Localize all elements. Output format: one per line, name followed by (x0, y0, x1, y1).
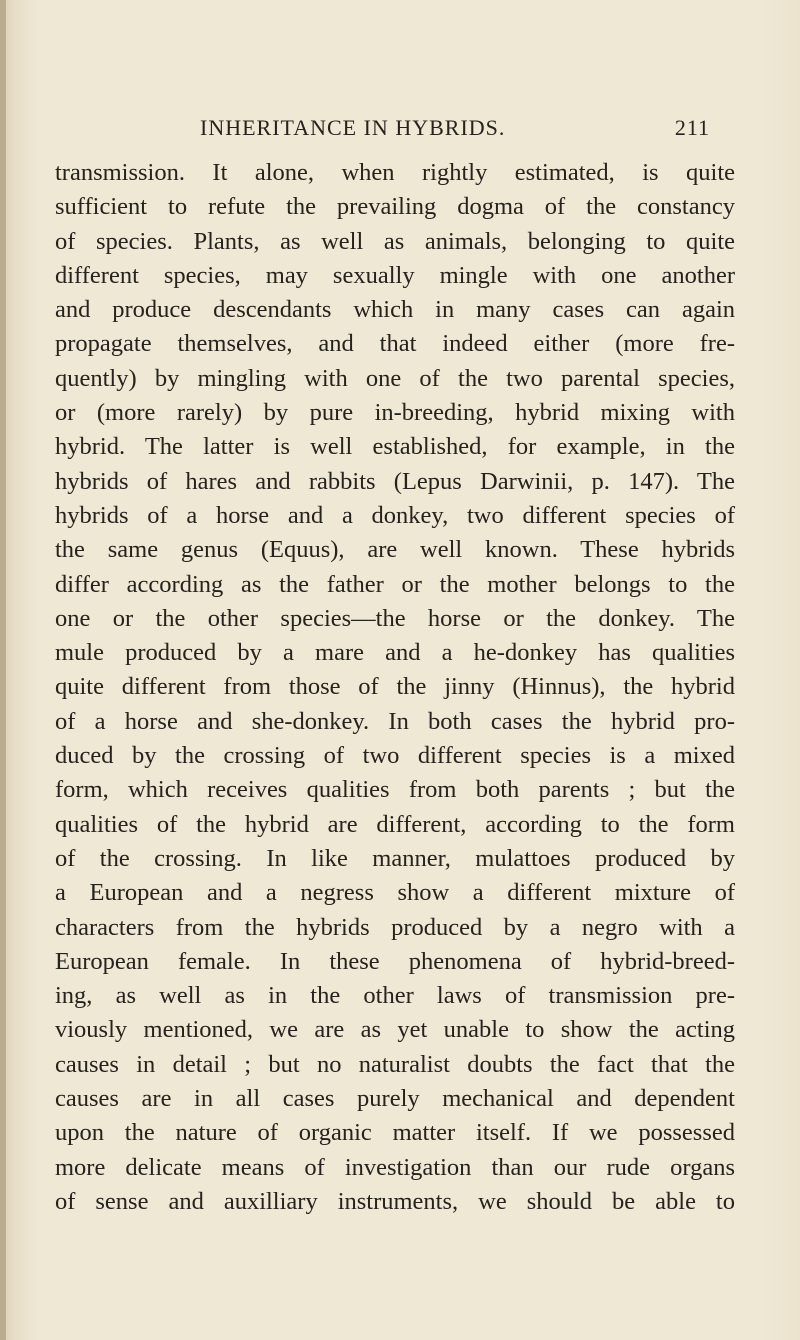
text-line: causes are in all cases purely mechanical and dependent (55, 1085, 735, 1113)
text-line: causes in detail ; but no naturalist doubts the fact that the (55, 1050, 735, 1078)
body-text (55, 156, 735, 1219)
text-line: hybrids of hares and rabbits (Lepus Darwinii, p. 147). The (55, 467, 735, 495)
text-line: of a horse and she-donkey. In both cases the hybrid pro- (55, 707, 735, 735)
text-line: the same genus (Equus), are well known. These hybrids (55, 536, 735, 564)
text-line: mule produced by a mare and a he-donkey has qualities (55, 639, 735, 667)
text-line: characters from the hybrids produced by a negro with a (55, 913, 735, 941)
text-line: of species. Plants, as well as animals, belonging to quite (55, 227, 735, 255)
text-line: duced by the crossing of two different species is a mixed (55, 742, 735, 770)
text-line: upon the nature of organic matter itself. If we possessed (55, 1119, 735, 1147)
text-line: sufficient to refute the prevailing dogma of the constancy (55, 193, 735, 221)
text-line: quently) by mingling with one of the two parental species, (55, 364, 735, 392)
page-gutter (0, 0, 6, 1340)
text-line: of sense and auxilliary instruments, we should be able to (55, 1187, 735, 1215)
text-line: different species, may sexually mingle with one another (55, 261, 735, 289)
text-line: propagate themselves, and that indeed either (more fre- (55, 330, 735, 358)
text-line: viously mentioned, we are as yet unable to show the acting (55, 1016, 735, 1044)
text-line: of the crossing. In like manner, mulattoes produced by (55, 844, 735, 872)
text-line: hybrids of a horse and a donkey, two different species of (55, 501, 735, 529)
text-line: and produce descendants which in many cases can again (55, 296, 735, 324)
text-line: more delicate means of investigation than our rude organs (55, 1153, 735, 1181)
text-line: ing, as well as in the other laws of transmission pre- (55, 982, 735, 1010)
text-line: differ according as the father or the mother belongs to the (55, 570, 735, 598)
text-line: form, which receives qualities from both parents ; but the (55, 776, 735, 804)
text-line: or (more rarely) by pure in-breeding, hybrid mixing with (55, 399, 735, 427)
running-head: INHERITANCE IN HYBRIDS. (200, 115, 506, 140)
text-line: transmission. It alone, when rightly estimated, is quite (55, 159, 735, 186)
text-line: quite different from those of the jinny (Hinnus), the hybrid (55, 673, 735, 701)
text-line: qualities of the hybrid are different, according to the form (55, 810, 735, 838)
text-line: hybrid. The latter is well established, for example, in the (55, 433, 735, 461)
page-number: 211 (674, 115, 710, 140)
text-line: one or the other species—the horse or the donkey. The (55, 604, 735, 632)
page-header (200, 115, 710, 145)
text-line: European female. In these phenomena of hybrid-breed- (55, 947, 735, 975)
text-line: a European and a negress show a different mixture of (55, 879, 735, 907)
